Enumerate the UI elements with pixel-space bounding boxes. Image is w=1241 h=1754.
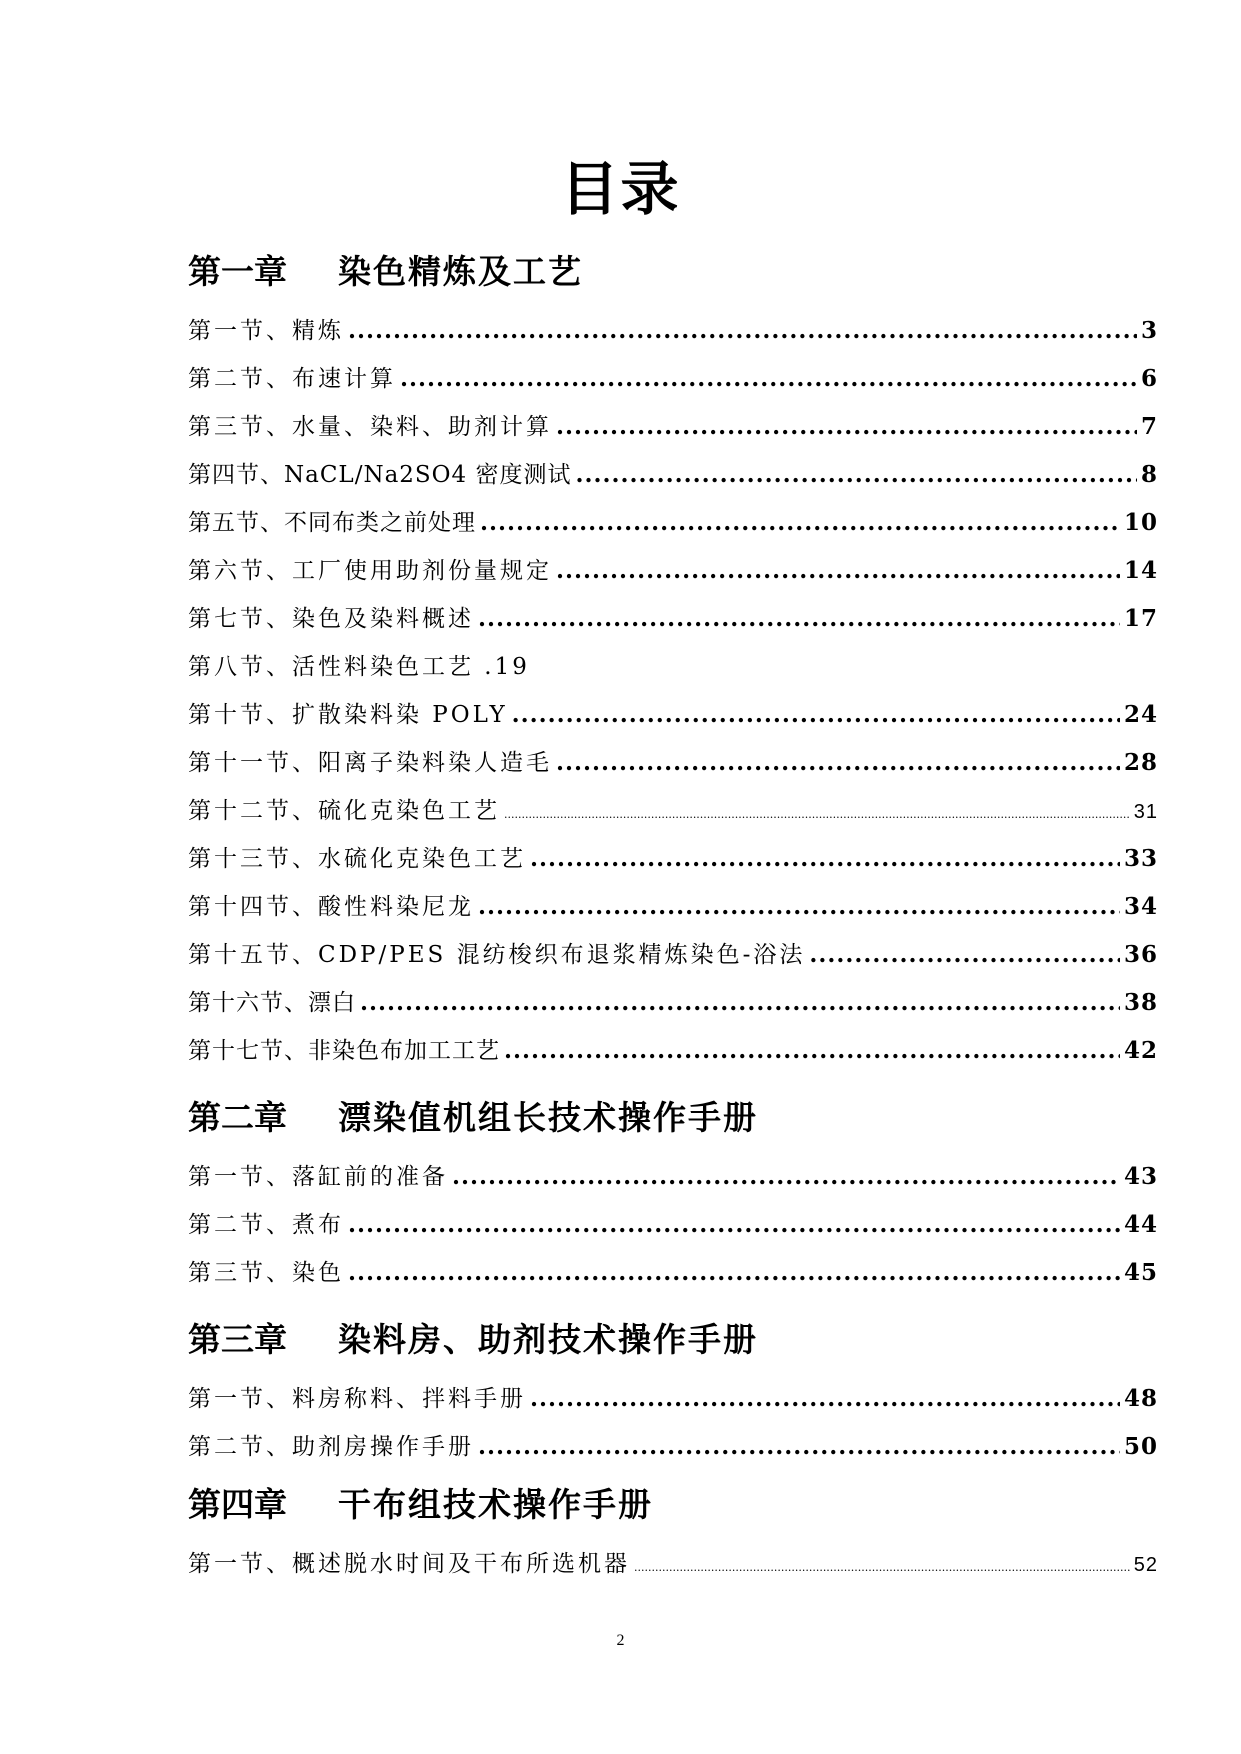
- dot-leader: [348, 1255, 1120, 1291]
- chapter-label: 第二章: [188, 1098, 287, 1137]
- toc-entry-page: 10: [1123, 509, 1158, 536]
- toc-entry-label: 第十五节、CDP/PES 混纺梭织布退浆精炼染色-浴法: [188, 942, 806, 968]
- dot-leader: [556, 745, 1120, 781]
- dot-leader: [400, 361, 1137, 397]
- dot-leader: [809, 937, 1120, 973]
- toc-entry-page: 7: [1140, 413, 1158, 440]
- chapter-title: 染料房、助剂技术操作手册: [338, 1320, 758, 1359]
- toc-entry[interactable]: [188, 1207, 1158, 1243]
- dot-leader: [348, 1207, 1120, 1243]
- dot-leader: [634, 1546, 1130, 1586]
- toc-entry[interactable]: [188, 1255, 1158, 1291]
- toc-entry-page: 36: [1123, 941, 1158, 968]
- dot-leader: [556, 553, 1120, 589]
- toc-entry-label: 第一节、落缸前的准备: [188, 1164, 448, 1190]
- toc-entry-label: 第十四节、酸性料染尼龙: [188, 894, 474, 920]
- toc-entry-label: 第十二节、硫化克染色工艺: [188, 798, 500, 824]
- toc-entry-page: 33: [1123, 845, 1158, 872]
- toc-entry-page: 28: [1123, 749, 1158, 776]
- dot-leader: [504, 1033, 1120, 1069]
- toc-entry[interactable]: [188, 313, 1158, 349]
- toc-entry[interactable]: [188, 505, 1158, 541]
- toc-entry-label: 第二节、煮布: [188, 1212, 344, 1238]
- toc-entry[interactable]: [188, 361, 1158, 397]
- dot-leader: [478, 889, 1120, 925]
- chapter-title: 干布组技术操作手册: [338, 1485, 653, 1524]
- toc-entry-label: 第十六节、漂白: [188, 990, 356, 1016]
- toc-entry-label: 第五节、不同布类之前处理: [188, 510, 476, 536]
- toc-entry[interactable]: [188, 793, 1158, 829]
- toc-entry-label: 第六节、工厂使用助剂份量规定: [188, 558, 552, 584]
- toc-entry-label: 第三节、水量、染料、助剂计算: [188, 414, 552, 440]
- toc-entry[interactable]: [188, 1546, 1158, 1582]
- toc-entry-label: 第三节、染色: [188, 1260, 344, 1286]
- toc-entry-page: 17: [1123, 605, 1158, 632]
- toc-entry[interactable]: [188, 1159, 1158, 1195]
- chapter-heading: [188, 1483, 653, 1527]
- toc-entry-label: 第十节、扩散染料染 POLY: [188, 702, 508, 728]
- toc-entry[interactable]: [188, 697, 1158, 733]
- toc-entry[interactable]: [188, 601, 1158, 637]
- dot-leader: [478, 1429, 1120, 1465]
- dot-leader: [576, 457, 1137, 493]
- chapter-title: 染色精炼及工艺: [338, 252, 583, 291]
- toc-entry[interactable]: [188, 937, 1158, 973]
- dot-leader: [478, 601, 1120, 637]
- toc-entry[interactable]: [188, 457, 1158, 493]
- chapter-label: 第四章: [188, 1485, 287, 1524]
- toc-entry-page: 52: [1133, 1554, 1158, 1576]
- page-title: 目录: [560, 155, 681, 223]
- toc-entry-label: 第一节、概述脱水时间及干布所选机器: [188, 1551, 630, 1577]
- toc-entry[interactable]: [188, 409, 1158, 445]
- chapter-heading: [188, 1318, 758, 1362]
- chapter-label: 第三章: [188, 1320, 287, 1359]
- toc-entry[interactable]: [188, 1033, 1158, 1069]
- page-number: 2: [616, 1632, 625, 1649]
- toc-entry-label: 第七节、染色及染料概述: [188, 606, 474, 632]
- toc-entry-page: 42: [1123, 1037, 1158, 1064]
- dot-leader: [512, 697, 1120, 733]
- chapter-heading: [188, 250, 583, 294]
- dot-leader: [360, 985, 1120, 1021]
- toc-entry-page: 31: [1133, 801, 1158, 823]
- toc-entry[interactable]: [188, 553, 1158, 589]
- toc-entry-page: 44: [1123, 1211, 1158, 1238]
- dot-leader: [480, 505, 1120, 541]
- toc-entry-label: 第十七节、非染色布加工工艺: [188, 1038, 500, 1064]
- toc-entry-page: 45: [1123, 1259, 1158, 1286]
- toc-entry-page: 6: [1140, 365, 1158, 392]
- toc-entry-label: 第四节、NaCL/Na2SO4 密度测试: [188, 462, 572, 488]
- toc-entry-page: 3: [1140, 317, 1158, 344]
- toc-entry-page: 24: [1123, 701, 1158, 728]
- dot-leader: [348, 313, 1137, 349]
- dot-leader: [452, 1159, 1120, 1195]
- toc-entry-page: 50: [1123, 1433, 1158, 1460]
- toc-entry-label: 第二节、布速计算: [188, 366, 396, 392]
- toc-entry-page: 34: [1123, 893, 1158, 920]
- toc-entry[interactable]: [188, 889, 1158, 925]
- toc-entry-label: 第八节、活性料染色工艺 .19: [188, 654, 530, 680]
- toc-entry[interactable]: [188, 985, 1158, 1021]
- toc-entry-page: 43: [1123, 1163, 1158, 1190]
- toc-entry[interactable]: [188, 841, 1158, 877]
- toc-entry[interactable]: [188, 649, 1158, 685]
- dot-leader: [504, 793, 1130, 833]
- toc-entry-label: 第二节、助剂房操作手册: [188, 1434, 474, 1460]
- toc-entry-label: 第一节、精炼: [188, 318, 344, 344]
- toc-entry-page: 14: [1123, 557, 1158, 584]
- chapter-heading: [188, 1096, 758, 1140]
- dot-leader: [530, 841, 1120, 877]
- toc-entry-page: 8: [1140, 461, 1158, 488]
- chapter-label: 第一章: [188, 252, 287, 291]
- toc-entry-label: 第十三节、水硫化克染色工艺: [188, 846, 526, 872]
- toc-entry-page: 48: [1123, 1385, 1158, 1412]
- chapter-title: 漂染值机组长技术操作手册: [338, 1098, 758, 1137]
- toc-entry-label: 第一节、料房称料、拌料手册: [188, 1386, 526, 1412]
- toc-entry[interactable]: [188, 745, 1158, 781]
- toc-entry[interactable]: [188, 1429, 1158, 1465]
- toc-entry-page: 38: [1123, 989, 1158, 1016]
- dot-leader: [530, 1381, 1120, 1417]
- dot-leader: [556, 409, 1137, 445]
- toc-entry[interactable]: [188, 1381, 1158, 1417]
- toc-entry-label: 第十一节、阳离子染料染人造毛: [188, 750, 552, 776]
